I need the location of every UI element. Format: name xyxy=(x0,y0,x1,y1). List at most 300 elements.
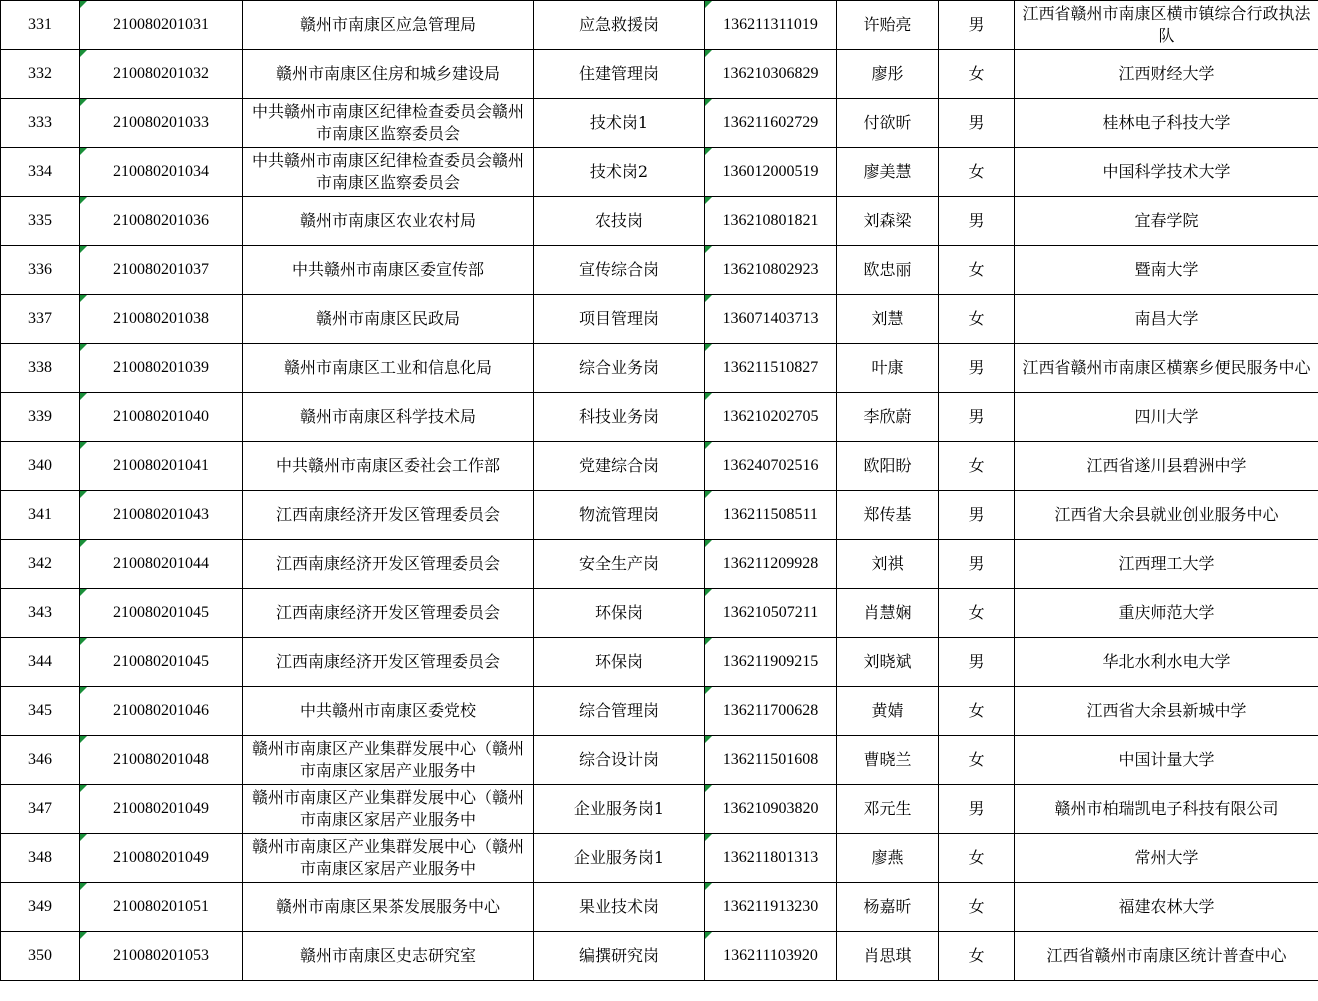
cell-department-text: 赣州市南康区工业和信息化局 xyxy=(283,358,492,377)
cell-work-unit-text: 四川大学 xyxy=(1134,407,1199,426)
cell-work-unit-text: 重庆师范大学 xyxy=(1118,603,1215,622)
cell-position-code xyxy=(80,491,243,540)
cell-department xyxy=(243,785,534,834)
cell-work-unit-text: 中国计量大学 xyxy=(1118,750,1215,769)
cell-position-code-text: 210080201045 xyxy=(113,604,209,621)
cell-candidate-name-text: 许贻亮 xyxy=(863,15,912,34)
cell-post-name-text: 科技业务岗 xyxy=(578,407,659,426)
cell-seq xyxy=(1,1,80,50)
cell-exam-number-text: 136012000519 xyxy=(722,163,819,180)
cell-gender xyxy=(939,883,1015,932)
cell-candidate-name-text: 李欣蔚 xyxy=(863,407,912,426)
cell-candidate-name xyxy=(837,393,939,442)
cell-exam-number-text: 136210802923 xyxy=(722,261,819,278)
cell-department-text: 江西南康经济开发区管理委员会 xyxy=(275,603,500,622)
cell-post-name xyxy=(534,344,705,393)
cell-work-unit xyxy=(1015,785,1318,834)
cell-position-code-text: 210080201038 xyxy=(113,310,209,327)
table-row xyxy=(1,736,1318,785)
cell-position-code xyxy=(80,638,243,687)
cell-gender-text: 男 xyxy=(968,358,985,377)
cell-position-code-text: 210080201053 xyxy=(113,947,209,964)
cell-position-code xyxy=(80,197,243,246)
cell-gender xyxy=(939,197,1015,246)
cell-seq xyxy=(1,785,80,834)
cell-seq-text: 345 xyxy=(28,702,52,719)
cell-post-name-text: 党建综合岗 xyxy=(578,456,659,475)
cell-position-code xyxy=(80,736,243,785)
cell-department-text: 赣州市南康区产业集群发展中心（赣州市南康区家居产业服务中 xyxy=(251,739,524,780)
cell-department-text: 赣州市南康区史志研究室 xyxy=(299,946,476,965)
cell-post-name xyxy=(534,197,705,246)
cell-post-name xyxy=(534,932,705,981)
cell-seq xyxy=(1,246,80,295)
cell-position-code-text: 210080201043 xyxy=(113,506,209,523)
cell-gender xyxy=(939,932,1015,981)
cell-post-name xyxy=(534,589,705,638)
cell-department xyxy=(243,344,534,393)
cell-department xyxy=(243,442,534,491)
cell-candidate-name-text: 廖燕 xyxy=(871,848,904,867)
table-row xyxy=(1,589,1318,638)
cell-seq xyxy=(1,589,80,638)
cell-seq-text: 334 xyxy=(28,163,52,180)
cell-seq-text: 339 xyxy=(28,408,52,425)
cell-exam-number-text: 136210202705 xyxy=(722,408,819,425)
table-row xyxy=(1,638,1318,687)
cell-post-name-text: 环保岗 xyxy=(594,603,643,622)
cell-seq xyxy=(1,197,80,246)
cell-exam-number-text: 136211801313 xyxy=(722,849,819,866)
cell-post-name xyxy=(534,540,705,589)
cell-post-name-text: 项目管理岗 xyxy=(578,309,659,328)
cell-position-code-text: 210080201032 xyxy=(113,65,209,82)
cell-candidate-name xyxy=(837,295,939,344)
cell-gender-text: 女 xyxy=(968,750,985,769)
cell-position-code xyxy=(80,540,243,589)
cell-work-unit-text: 江西财经大学 xyxy=(1118,64,1215,83)
cell-position-code-text: 210080201048 xyxy=(113,751,209,768)
cell-candidate-name xyxy=(837,99,939,148)
cell-gender xyxy=(939,1,1015,50)
cell-candidate-name-text: 刘祺 xyxy=(871,554,904,573)
cell-exam-number xyxy=(705,540,837,589)
cell-post-name xyxy=(534,295,705,344)
cell-department xyxy=(243,1,534,50)
cell-work-unit-text: 赣州市柏瑞凯电子科技有限公司 xyxy=(1054,799,1279,818)
table-row xyxy=(1,50,1318,99)
cell-candidate-name xyxy=(837,736,939,785)
cell-gender-text: 女 xyxy=(968,848,985,867)
cell-candidate-name xyxy=(837,442,939,491)
cell-department-text: 赣州市南康区农业农村局 xyxy=(299,211,476,230)
cell-gender-text: 男 xyxy=(968,652,985,671)
cell-exam-number-text: 136240702516 xyxy=(722,457,819,474)
cell-exam-number xyxy=(705,246,837,295)
cell-candidate-name xyxy=(837,491,939,540)
cell-work-unit xyxy=(1015,393,1318,442)
cell-position-code xyxy=(80,50,243,99)
cell-post-name xyxy=(534,491,705,540)
cell-seq-text: 347 xyxy=(28,800,52,817)
cell-seq-text: 350 xyxy=(28,947,52,964)
cell-post-name-text: 农技岗 xyxy=(594,211,643,230)
cell-gender xyxy=(939,589,1015,638)
cell-work-unit-text: 江西省赣州市南康区统计普查中心 xyxy=(1046,946,1287,965)
cell-work-unit-text: 江西省赣州市南康区横市镇综合行政执法队 xyxy=(1022,4,1311,45)
cell-position-code xyxy=(80,344,243,393)
cell-candidate-name-text: 曹晓兰 xyxy=(863,750,912,769)
cell-candidate-name xyxy=(837,246,939,295)
cell-work-unit-text: 福建农林大学 xyxy=(1118,897,1215,916)
cell-post-name-text: 企业服务岗1 xyxy=(573,848,665,867)
cell-gender-text: 女 xyxy=(968,162,985,181)
cell-work-unit xyxy=(1015,148,1318,197)
cell-gender xyxy=(939,442,1015,491)
cell-candidate-name xyxy=(837,589,939,638)
cell-department-text: 赣州市南康区科学技术局 xyxy=(299,407,476,426)
cell-department xyxy=(243,540,534,589)
cell-post-name-text: 综合管理岗 xyxy=(578,701,659,720)
cell-work-unit-text: 常州大学 xyxy=(1134,848,1199,867)
cell-seq-text: 341 xyxy=(28,506,52,523)
cell-position-code xyxy=(80,246,243,295)
cell-position-code-text: 210080201046 xyxy=(113,702,209,719)
cell-position-code xyxy=(80,932,243,981)
cell-exam-number-text: 136211602729 xyxy=(722,114,819,131)
cell-gender xyxy=(939,687,1015,736)
cell-exam-number xyxy=(705,99,837,148)
cell-post-name xyxy=(534,638,705,687)
cell-exam-number xyxy=(705,932,837,981)
cell-exam-number xyxy=(705,295,837,344)
cell-gender-text: 女 xyxy=(968,603,985,622)
cell-exam-number-text: 136210903820 xyxy=(722,800,819,817)
cell-department xyxy=(243,834,534,883)
cell-exam-number xyxy=(705,344,837,393)
cell-seq xyxy=(1,638,80,687)
cell-exam-number xyxy=(705,1,837,50)
table-row xyxy=(1,148,1318,197)
cell-seq-text: 335 xyxy=(28,212,52,229)
cell-candidate-name-text: 黄婧 xyxy=(871,701,904,720)
cell-work-unit xyxy=(1015,687,1318,736)
cell-gender xyxy=(939,785,1015,834)
cell-position-code xyxy=(80,834,243,883)
cell-exam-number xyxy=(705,197,837,246)
cell-post-name-text: 住建管理岗 xyxy=(578,64,659,83)
cell-candidate-name-text: 叶康 xyxy=(871,358,904,377)
table-row xyxy=(1,99,1318,148)
cell-work-unit xyxy=(1015,638,1318,687)
cell-department-text: 中共赣州市南康区纪律检查委员会赣州市南康区监察委员会 xyxy=(251,102,524,143)
cell-department-text: 江西南康经济开发区管理委员会 xyxy=(275,652,500,671)
cell-candidate-name xyxy=(837,883,939,932)
cell-position-code-text: 210080201039 xyxy=(113,359,209,376)
cell-position-code xyxy=(80,785,243,834)
cell-gender xyxy=(939,99,1015,148)
cell-seq xyxy=(1,50,80,99)
cell-exam-number-text: 136210306829 xyxy=(722,65,819,82)
table-row xyxy=(1,246,1318,295)
cell-work-unit xyxy=(1015,834,1318,883)
cell-work-unit-text: 暨南大学 xyxy=(1134,260,1199,279)
cell-exam-number-text: 136211700628 xyxy=(722,702,819,719)
table-row xyxy=(1,442,1318,491)
cell-candidate-name-text: 欧忠丽 xyxy=(863,260,912,279)
cell-department-text: 中共赣州市南康区委宣传部 xyxy=(291,260,484,279)
cell-post-name xyxy=(534,785,705,834)
cell-exam-number xyxy=(705,638,837,687)
cell-exam-number-text: 136211913230 xyxy=(722,898,819,915)
cell-candidate-name xyxy=(837,785,939,834)
cell-seq-text: 336 xyxy=(28,261,52,278)
cell-candidate-name xyxy=(837,344,939,393)
cell-position-code-text: 210080201034 xyxy=(113,163,209,180)
cell-gender-text: 男 xyxy=(968,505,985,524)
cell-seq-text: 349 xyxy=(28,898,52,915)
cell-work-unit-text: 华北水利水电大学 xyxy=(1102,652,1231,671)
cell-candidate-name xyxy=(837,687,939,736)
table-row xyxy=(1,540,1318,589)
cell-candidate-name xyxy=(837,148,939,197)
cell-candidate-name-text: 廖美慧 xyxy=(863,162,912,181)
cell-position-code xyxy=(80,589,243,638)
cell-department-text: 赣州市南康区果茶发展服务中心 xyxy=(275,897,500,916)
cell-post-name xyxy=(534,883,705,932)
cell-work-unit-text: 江西省大余县就业创业服务中心 xyxy=(1054,505,1279,524)
table-row xyxy=(1,932,1318,981)
cell-candidate-name-text: 付欲昕 xyxy=(863,113,912,132)
cell-candidate-name xyxy=(837,834,939,883)
cell-position-code xyxy=(80,99,243,148)
cell-work-unit-text: 桂林电子科技大学 xyxy=(1102,113,1231,132)
cell-department xyxy=(243,50,534,99)
cell-department xyxy=(243,295,534,344)
cell-work-unit xyxy=(1015,344,1318,393)
cell-department-text: 赣州市南康区住房和城乡建设局 xyxy=(275,64,500,83)
cell-post-name xyxy=(534,687,705,736)
cell-position-code-text: 210080201037 xyxy=(113,261,209,278)
cell-candidate-name-text: 刘晓斌 xyxy=(863,652,912,671)
cell-position-code-text: 210080201044 xyxy=(113,555,209,572)
cell-work-unit xyxy=(1015,540,1318,589)
cell-exam-number-text: 136211103920 xyxy=(723,947,818,964)
cell-work-unit xyxy=(1015,1,1318,50)
cell-position-code xyxy=(80,883,243,932)
cell-gender xyxy=(939,50,1015,99)
cell-work-unit xyxy=(1015,442,1318,491)
cell-seq xyxy=(1,344,80,393)
cell-position-code-text: 210080201045 xyxy=(113,653,209,670)
cell-work-unit xyxy=(1015,197,1318,246)
cell-seq-text: 333 xyxy=(28,114,52,131)
cell-work-unit xyxy=(1015,491,1318,540)
cell-gender-text: 男 xyxy=(968,554,985,573)
cell-seq xyxy=(1,932,80,981)
table-row xyxy=(1,687,1318,736)
cell-gender-text: 女 xyxy=(968,260,985,279)
cell-exam-number-text: 136211508511 xyxy=(723,506,818,523)
cell-gender-text: 女 xyxy=(968,701,985,720)
table-body xyxy=(1,1,1318,981)
cell-position-code xyxy=(80,442,243,491)
cell-candidate-name-text: 欧阳盼 xyxy=(863,456,912,475)
cell-exam-number xyxy=(705,687,837,736)
cell-gender xyxy=(939,393,1015,442)
cell-department xyxy=(243,883,534,932)
cell-gender xyxy=(939,736,1015,785)
cell-seq-text: 348 xyxy=(28,849,52,866)
cell-candidate-name xyxy=(837,197,939,246)
cell-work-unit xyxy=(1015,246,1318,295)
cell-gender xyxy=(939,344,1015,393)
cell-candidate-name-text: 刘森梁 xyxy=(863,211,912,230)
cell-work-unit xyxy=(1015,736,1318,785)
cell-work-unit-text: 江西省遂川县碧洲中学 xyxy=(1086,456,1247,475)
cell-work-unit xyxy=(1015,50,1318,99)
cell-exam-number-text: 136210507211 xyxy=(722,604,819,621)
cell-post-name-text: 技术岗1 xyxy=(589,113,649,132)
cell-position-code xyxy=(80,148,243,197)
cell-candidate-name-text: 刘慧 xyxy=(871,309,904,328)
cell-position-code-text: 210080201041 xyxy=(113,457,209,474)
cell-gender-text: 女 xyxy=(968,897,985,916)
cell-seq-text: 346 xyxy=(28,751,52,768)
cell-candidate-name-text: 邓元生 xyxy=(863,799,912,818)
cell-candidate-name-text: 肖思琪 xyxy=(863,946,912,965)
table-row xyxy=(1,295,1318,344)
cell-exam-number xyxy=(705,589,837,638)
cell-gender xyxy=(939,834,1015,883)
cell-seq-text: 332 xyxy=(28,65,52,82)
cell-department xyxy=(243,736,534,785)
cell-post-name xyxy=(534,246,705,295)
cell-department-text: 江西南康经济开发区管理委员会 xyxy=(275,554,500,573)
cell-work-unit-text: 宜春学院 xyxy=(1134,211,1199,230)
cell-post-name xyxy=(534,736,705,785)
cell-department xyxy=(243,99,534,148)
cell-post-name-text: 应急救援岗 xyxy=(578,15,659,34)
cell-candidate-name xyxy=(837,540,939,589)
cell-seq-text: 343 xyxy=(28,604,52,621)
cell-seq-text: 337 xyxy=(28,310,52,327)
cell-post-name xyxy=(534,99,705,148)
cell-department xyxy=(243,589,534,638)
cell-position-code-text: 210080201036 xyxy=(113,212,209,229)
cell-seq-text: 342 xyxy=(28,555,52,572)
table-row xyxy=(1,491,1318,540)
cell-exam-number-text: 136211510827 xyxy=(722,359,819,376)
cell-candidate-name xyxy=(837,1,939,50)
cell-position-code-text: 210080201031 xyxy=(113,16,209,33)
cell-department-text: 赣州市南康区民政局 xyxy=(315,309,460,328)
table-row xyxy=(1,883,1318,932)
cell-post-name-text: 企业服务岗1 xyxy=(573,799,665,818)
cell-exam-number xyxy=(705,50,837,99)
cell-gender-text: 男 xyxy=(968,15,985,34)
cell-gender xyxy=(939,246,1015,295)
cell-post-name-text: 综合业务岗 xyxy=(578,358,659,377)
cell-exam-number-text: 136211501608 xyxy=(722,751,819,768)
cell-department xyxy=(243,932,534,981)
cell-gender xyxy=(939,638,1015,687)
cell-gender-text: 男 xyxy=(968,799,985,818)
cell-exam-number xyxy=(705,785,837,834)
cell-candidate-name-text: 肖慧娴 xyxy=(863,603,912,622)
cell-post-name-text: 安全生产岗 xyxy=(578,554,659,573)
cell-gender xyxy=(939,491,1015,540)
table-row xyxy=(1,834,1318,883)
cell-work-unit-text: 江西省大余县新城中学 xyxy=(1086,701,1247,720)
cell-position-code-text: 210080201051 xyxy=(113,898,209,915)
cell-work-unit-text: 中国科学技术大学 xyxy=(1102,162,1231,181)
cell-exam-number xyxy=(705,491,837,540)
cell-seq xyxy=(1,99,80,148)
cell-seq xyxy=(1,736,80,785)
cell-department xyxy=(243,246,534,295)
cell-post-name xyxy=(534,50,705,99)
cell-seq xyxy=(1,687,80,736)
cell-seq-text: 344 xyxy=(28,653,52,670)
cell-work-unit xyxy=(1015,99,1318,148)
cell-department-text: 江西南康经济开发区管理委员会 xyxy=(275,505,500,524)
cell-department-text: 中共赣州市南康区委党校 xyxy=(299,701,476,720)
cell-exam-number xyxy=(705,883,837,932)
cell-seq xyxy=(1,834,80,883)
cell-gender xyxy=(939,148,1015,197)
cell-work-unit-text: 南昌大学 xyxy=(1134,309,1199,328)
cell-work-unit xyxy=(1015,932,1318,981)
cell-position-code xyxy=(80,295,243,344)
cell-seq xyxy=(1,883,80,932)
cell-department-text: 赣州市南康区产业集群发展中心（赣州市南康区家居产业服务中 xyxy=(251,788,524,829)
table-row xyxy=(1,785,1318,834)
cell-post-name xyxy=(534,393,705,442)
cell-exam-number-text: 136211209928 xyxy=(722,555,819,572)
cell-department-text: 中共赣州市南康区纪律检查委员会赣州市南康区监察委员会 xyxy=(251,151,524,192)
cell-seq-text: 331 xyxy=(28,16,52,33)
cell-gender xyxy=(939,295,1015,344)
cell-exam-number-text: 136071403713 xyxy=(722,310,819,327)
cell-candidate-name-text: 郑传基 xyxy=(863,505,912,524)
cell-post-name-text: 环保岗 xyxy=(594,652,643,671)
cell-department xyxy=(243,687,534,736)
cell-department xyxy=(243,197,534,246)
cell-post-name xyxy=(534,1,705,50)
cell-gender xyxy=(939,540,1015,589)
cell-candidate-name xyxy=(837,932,939,981)
cell-department-text: 赣州市南康区应急管理局 xyxy=(299,15,476,34)
cell-position-code xyxy=(80,393,243,442)
table-row xyxy=(1,344,1318,393)
cell-gender-text: 女 xyxy=(968,309,985,328)
table-row xyxy=(1,393,1318,442)
cell-exam-number xyxy=(705,393,837,442)
cell-exam-number-text: 136211909215 xyxy=(722,653,819,670)
cell-position-code xyxy=(80,687,243,736)
cell-exam-number xyxy=(705,834,837,883)
cell-post-name-text: 编撰研究岗 xyxy=(578,946,659,965)
cell-exam-number xyxy=(705,442,837,491)
cell-post-name-text: 综合设计岗 xyxy=(578,750,659,769)
cell-work-unit xyxy=(1015,295,1318,344)
cell-candidate-name-text: 杨嘉昕 xyxy=(863,897,912,916)
cell-work-unit xyxy=(1015,589,1318,638)
cell-position-code-text: 210080201033 xyxy=(113,114,209,131)
cell-gender-text: 女 xyxy=(968,946,985,965)
cell-department-text: 赣州市南康区产业集群发展中心（赣州市南康区家居产业服务中 xyxy=(251,837,524,878)
